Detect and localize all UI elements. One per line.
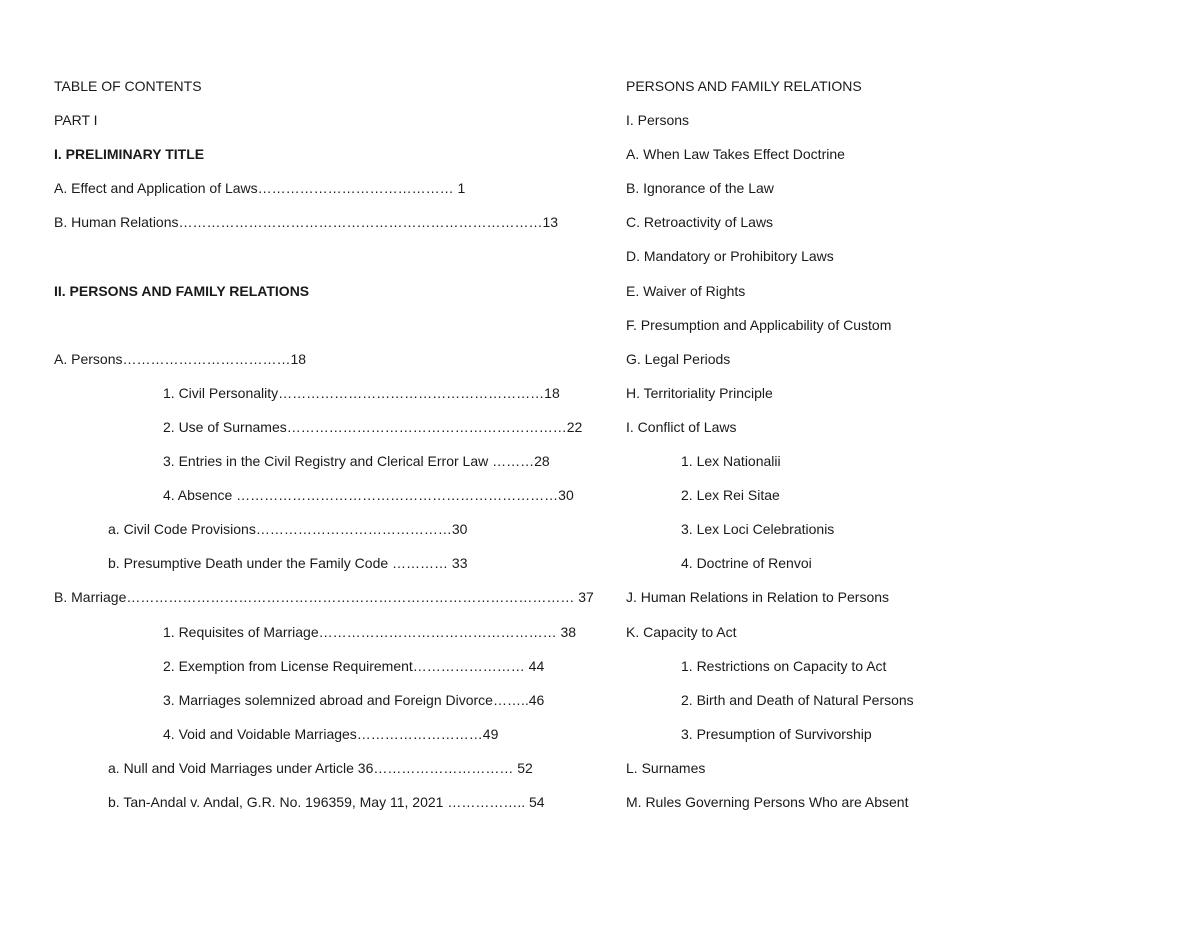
toc-entry: B. Marriage…………………………………………………………………………………… 37 [54,589,594,606]
outline-subitem: 4. Doctrine of Renvoi [681,555,812,572]
outline-subitem: 1. Lex Nationalii [681,453,781,470]
outline-item: M. Rules Governing Persons Who are Absent [626,793,909,810]
toc-entry: b. Presumptive Death under the Family Code ………… 33 [108,555,468,572]
toc-entry: 4. Absence ……………………………………………………………30 [163,487,574,504]
outline-subitem: 3. Presumption of Survivorship [681,725,872,742]
toc-entry: A. Effect and Application of Laws…………………………………… 1 [54,180,466,197]
outline-item: L. Surnames [626,759,706,776]
outline-item: G. Legal Periods [626,350,731,367]
outline-subitem: 2. Birth and Death of Natural Persons [681,691,914,708]
toc-entry: 1. Civil Personality…………………………………………………18 [163,384,560,401]
toc-entry: 1. Requisites of Marriage…………………………………………… 38 [163,623,577,640]
outline-item: K. Capacity to Act [626,623,737,640]
outline-item: B. Ignorance of the Law [626,180,774,197]
outline-subitem: 1. Restrictions on Capacity to Act [681,657,887,674]
outline-item: C. Retroactivity of Laws [626,214,774,231]
toc-entry: 3. Marriages solemnized abroad and Foreign Divorce……..46 [163,691,545,708]
toc-entry: 2. Exemption from License Requirement…………………… 44 [163,657,545,674]
outline-item: J. Human Relations in Relation to Persons [626,589,890,606]
outline-heading: PERSONS AND FAMILY RELATIONS [626,78,862,94]
outline-item: D. Mandatory or Prohibitory Laws [626,248,834,265]
section-title-persons: II. PERSONS AND FAMILY RELATIONS [54,282,310,299]
toc-entry: b. Tan-Andal v. Andal, G.R. No. 196359, May 11, 2021 …………….. 54 [108,793,545,810]
table-of-contents-column [54,76,594,826]
outline-item: A. When Law Takes Effect Doctrine [626,146,845,163]
toc-entry: a. Civil Code Provisions……………………………………30 [108,521,468,538]
toc-entry: a. Null and Void Marriages under Article 36………………………… 52 [108,759,533,776]
blank-line [54,246,594,280]
blank-line [54,315,594,349]
outline-item: I. Conflict of Laws [626,418,737,435]
persons-outline-column [626,76,1166,826]
outline-item: H. Territoriality Principle [626,384,773,401]
toc-heading: TABLE OF CONTENTS [54,78,202,94]
outline-subitem: 3. Lex Loci Celebrationis [681,521,835,538]
outline-item: I. Persons [626,112,690,129]
toc-entry: 2. Use of Surnames……………………………………………………22 [163,418,583,435]
toc-entry: B. Human Relations……………………………………………………………………13 [54,214,559,231]
toc-entry: 3. Entries in the Civil Registry and Clerical Error Law ………28 [163,453,550,470]
outline-item: F. Presumption and Applicability of Custom [626,316,892,333]
toc-entry: A. Persons………………………………18 [54,350,307,367]
outline-item: E. Waiver of Rights [626,282,746,299]
outline-subitem: 2. Lex Rei Sitae [681,487,780,504]
section-title-preliminary: I. PRELIMINARY TITLE [54,146,205,163]
toc-entry: 4. Void and Voidable Marriages………………………49 [163,725,499,742]
part-label: PART I [54,112,98,129]
